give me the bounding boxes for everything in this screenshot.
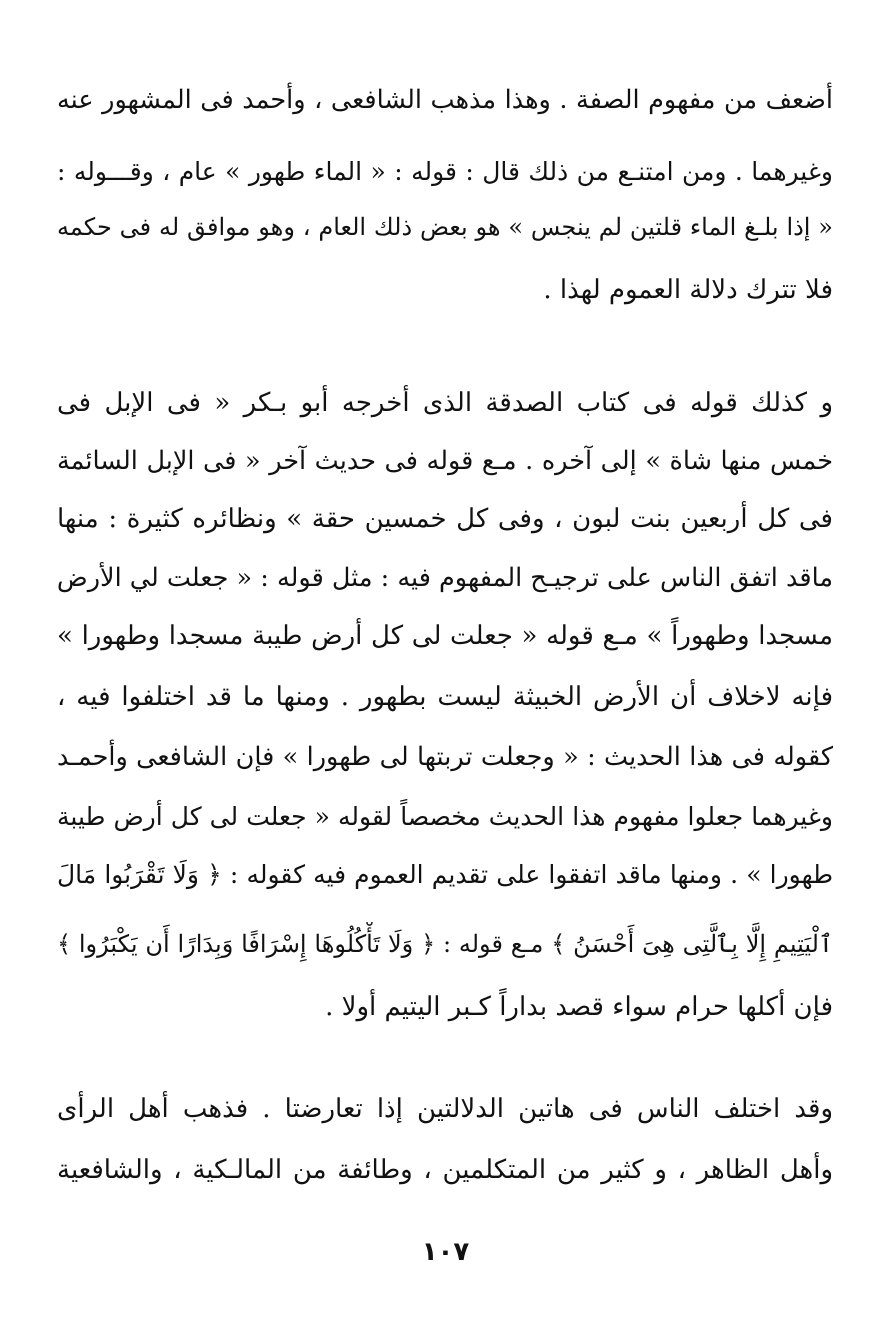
text-line: فإن أكلها حرام سواء قصد بداراً كـبر اليتيم أولا . [325,992,833,1022]
text-line: كقوله فى هذا الحديث : « وجعلت تربتها لى طهورا » فإن الشافعى وأحمـد [57,742,833,772]
text-line: ماقد اتفق الناس على ترجيـح المفهوم فيه : مثل قوله : « جعلت لي الأرض [57,563,833,593]
text-line: طهورا » . ومنها ماقد اتفقوا على تقديم العموم فيه كقوله : ﴿ وَلَا تَقْرَبُوا مَالَ [57,860,833,889]
text-line: مسجدا وطهوراً » مـع قوله « جعلت لى كل أرض طيبة مسجدا وطهورا » [57,621,833,651]
text-line: أضعف من مفهوم الصفة . وهذا مذهب الشافعى ، وأحمد فى المشهور عنه [57,85,833,115]
text-line: و كذلك قوله فى كتاب الصدقة الذى أخرجه أبو بـكر « فى الإبل فى [57,388,833,418]
text-line: وقد اختلف الناس فى هاتين الدلالتين إذا تعارضتا . فذهب أهل الرأى [57,1094,833,1124]
text-line: فإنه لاخلاف أن الأرض الخبيثة ليست بطهور . ومنها ما قد اختلفوا فيه ، [57,682,833,712]
text-line: خمس منها شاة » إلى آخره . مـع قوله فى حديث آخر « فى الإبل السائمة [57,446,833,476]
text-line: وغيرهما جعلوا مفهوم هذا الحديث مخصصاً لقوله « جعلت لى كل أرض طيبة [57,802,833,831]
text-line: وغيرهما . ومن امتنـع من ذلك قال : قوله : « الماء طهور » عام ، وقـــوله : [57,157,833,186]
text-line: فى كل أربعين بنت لبون ، وفى كل خمسين حقة » ونظائره كثيرة : منها [57,504,833,534]
page-number: ١٠٧ [421,1237,470,1267]
text-line: وأهل الظاهر ، و كثير من المتكلمين ، وطائفة من المالـكية ، والشافعية [57,1155,833,1185]
text-line: فلا تترك دلالة العموم لهذا . [543,275,833,305]
text-line: ٱلْيَتِيمِ إِلَّا بِٱلَّتِى هِىَ أَحْسَنُ ﴾ مـع قوله : ﴿ وَلَا تَأْكُلُوهَا إِسْرَافًا وَبِدَارًا أَن يَكْبَرُوا ﴾ [57,930,833,958]
text-line: « إذا بلـغ الماء قلتين لم ينجس » هو بعض ذلك العام ، وهو موافق له فى حكمه [57,213,833,241]
